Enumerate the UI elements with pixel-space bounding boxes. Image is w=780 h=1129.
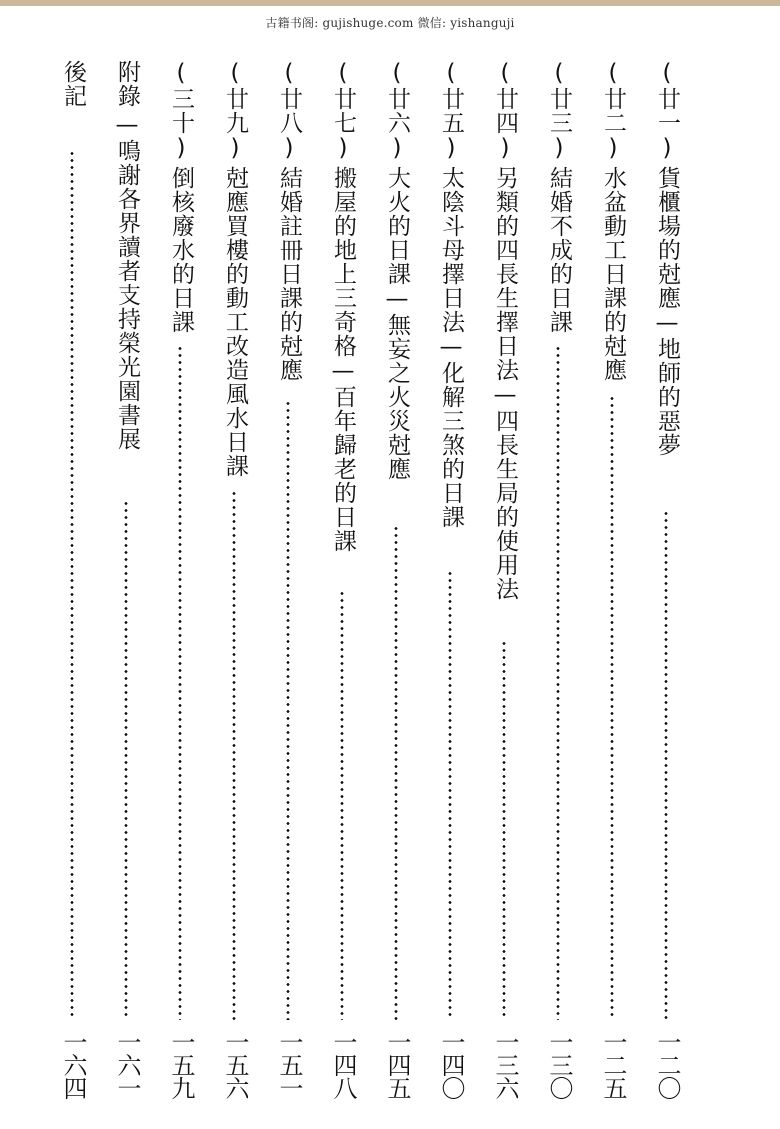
toc-entry xyxy=(215,60,255,1120)
entry-main-title: 大火的日課 xyxy=(384,166,410,286)
top-border-band xyxy=(0,0,780,6)
toc-entry xyxy=(593,60,633,1120)
entry-number: (廿八) xyxy=(276,60,302,162)
dot-leader xyxy=(664,510,668,1020)
entry-subtitle: 無妄之火災尅應 xyxy=(384,313,410,481)
dot-leader xyxy=(448,570,452,1020)
entry-title xyxy=(377,60,417,481)
site-watermark: 古籍书阁: gujishuge.com 微信: yishanguji xyxy=(265,16,515,30)
entry-number: 附錄 xyxy=(114,60,140,108)
entry-title xyxy=(431,60,471,529)
entry-title xyxy=(485,60,525,601)
entry-separator: — xyxy=(330,358,356,385)
entry-main-title: 尅應買樓的動工改造風水日課 xyxy=(222,166,248,478)
entry-number: 後記 xyxy=(60,60,86,108)
entry-main-title: 另類的四長生擇日法 xyxy=(492,166,518,382)
entry-title xyxy=(593,60,633,382)
page-number: 一三六 xyxy=(491,1030,519,1099)
entry-number: (廿九) xyxy=(222,60,248,162)
entry-number: (三十) xyxy=(168,60,194,162)
entry-title xyxy=(269,60,309,382)
toc-entry xyxy=(161,60,201,1120)
dot-leader xyxy=(502,640,506,1020)
page-number: 一三〇 xyxy=(545,1030,573,1099)
entry-title xyxy=(647,60,687,457)
entry-subtitle: 四長生局的使用法 xyxy=(492,409,518,601)
entry-title xyxy=(539,60,579,334)
toc-entry xyxy=(107,60,147,1120)
toc-entry xyxy=(323,60,363,1120)
dot-leader xyxy=(340,590,344,1020)
entry-main-title: 結婚不成的日課 xyxy=(546,166,572,334)
page-number: 一五六 xyxy=(221,1030,249,1099)
entry-number: (廿五) xyxy=(438,60,464,162)
page-number: 一五一 xyxy=(275,1030,303,1099)
entry-main-title: 太陰斗母擇日法 xyxy=(438,166,464,334)
toc-entry xyxy=(431,60,471,1120)
page-number: 一四五 xyxy=(383,1030,411,1099)
entry-title xyxy=(323,60,363,553)
toc-entry xyxy=(485,60,525,1120)
entry-main-title: 水盆動工日課的尅應 xyxy=(600,166,626,382)
page-number: 一六四 xyxy=(59,1030,87,1099)
dot-leader xyxy=(610,395,614,1020)
entry-title xyxy=(107,60,147,451)
entry-number: (廿七) xyxy=(330,60,356,162)
entry-subtitle: 鳴謝各界讀者支持榮光園書展 xyxy=(114,139,140,451)
entry-subtitle: 地師的惡夢 xyxy=(654,337,680,457)
toc-entry xyxy=(647,60,687,1120)
entry-title xyxy=(215,60,255,478)
toc-entry xyxy=(377,60,417,1120)
entry-number: (廿三) xyxy=(546,60,572,162)
entry-subtitle: 百年歸老的日課 xyxy=(330,385,356,553)
page-number: 一二〇 xyxy=(653,1030,681,1099)
entry-main-title: 搬屋的地上三奇格 xyxy=(330,166,356,358)
page-number: 一五九 xyxy=(167,1030,195,1099)
dot-leader xyxy=(394,525,398,1020)
entry-number: (廿六) xyxy=(384,60,410,162)
entry-title xyxy=(53,60,93,112)
dot-leader xyxy=(556,345,560,1020)
dot-leader xyxy=(70,150,74,1020)
entry-separator: — xyxy=(492,382,518,409)
entry-number: (廿四) xyxy=(492,60,518,162)
dot-leader xyxy=(178,345,182,1020)
entry-separator: — xyxy=(654,310,680,337)
page-number: 一四〇 xyxy=(437,1030,465,1099)
entry-subtitle: 化解三煞的日課 xyxy=(438,361,464,529)
entry-number: (廿一) xyxy=(654,60,680,162)
dot-leader xyxy=(232,490,236,1020)
entry-main-title: 貨櫃場的尅應 xyxy=(654,166,680,310)
page-number: 一四八 xyxy=(329,1030,357,1099)
table-of-contents xyxy=(60,60,700,1120)
dot-leader xyxy=(124,500,128,1020)
entry-number: (廿二) xyxy=(600,60,626,162)
entry-title xyxy=(161,60,201,334)
dot-leader xyxy=(286,400,290,1020)
entry-separator: — xyxy=(438,334,464,361)
toc-entry xyxy=(53,60,93,1120)
toc-entry xyxy=(269,60,309,1120)
entry-separator: — xyxy=(114,112,140,139)
page-number: 一六一 xyxy=(113,1030,141,1099)
entry-separator: — xyxy=(384,286,410,313)
toc-entry xyxy=(539,60,579,1120)
page-number: 一二五 xyxy=(599,1030,627,1099)
entry-main-title: 結婚註冊日課的尅應 xyxy=(276,166,302,382)
entry-main-title: 倒核廢水的日課 xyxy=(168,166,194,334)
